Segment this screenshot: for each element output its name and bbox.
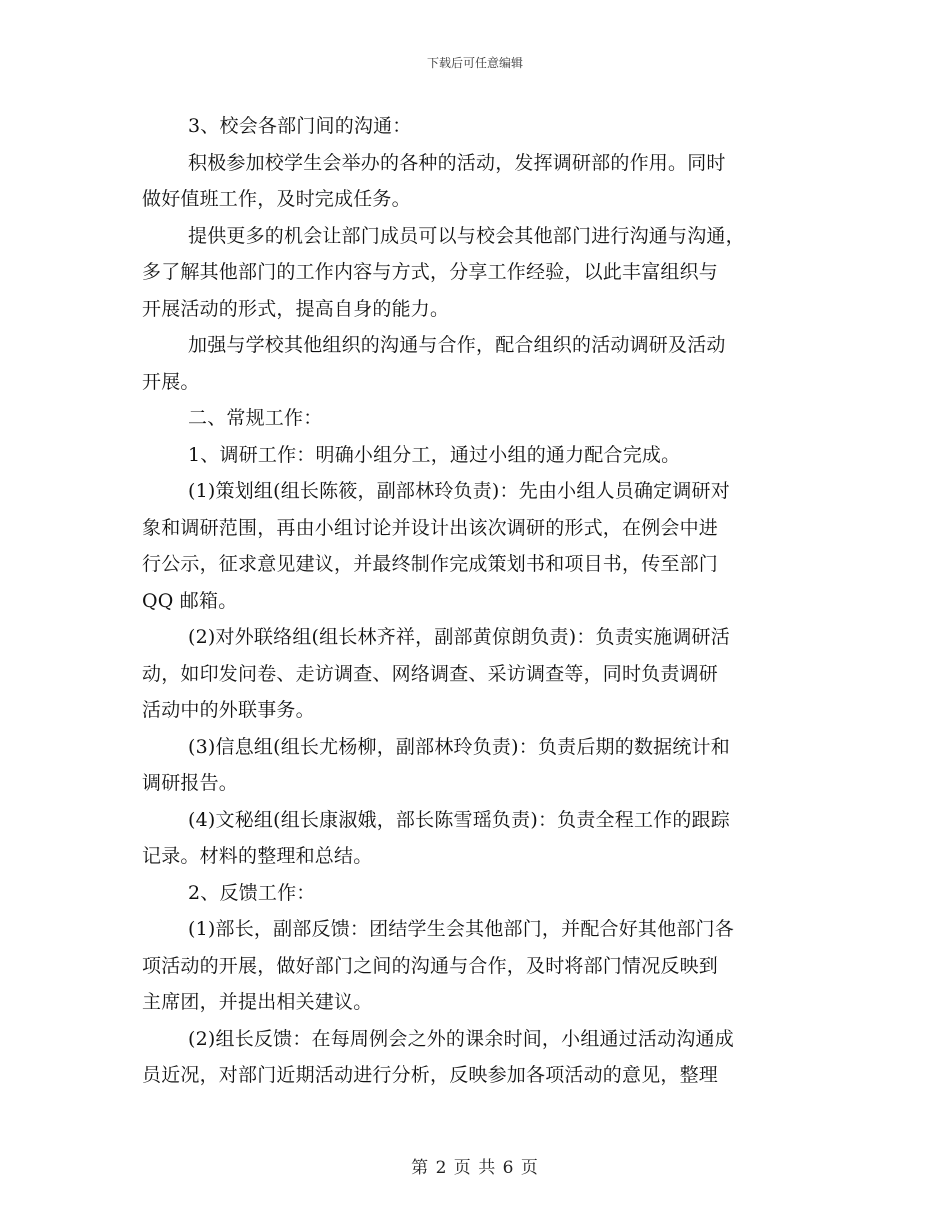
text-line: 2、反馈工作： <box>188 881 316 904</box>
text-line: 动，如印发问卷、走访调查、网络调查、采访调查等，同时负责调研 <box>142 662 719 685</box>
text-line: 活动中的外联事务。 <box>142 699 315 721</box>
text-line: (2)组长反馈：在每周例会之外的课余时间，小组通过活动沟通成 <box>188 1027 734 1050</box>
document-body <box>142 108 810 1094</box>
text-line: 记录。材料的整理和总结。 <box>142 845 373 867</box>
text-line: 3、校会各部门间的沟通： <box>188 115 412 137</box>
text-line: 员近况，对部门近期活动进行分析，反映参加各项活动的意见，整理 <box>142 1064 719 1086</box>
text-line: 象和调研范围，再由小组讨论并设计出该次调研的形式，在例会中进 <box>142 516 719 539</box>
text-line: 项活动的开展，做好部门之间的沟通与合作，及时将部门情况反映到 <box>142 954 719 977</box>
page-header: 下载后可任意编辑 <box>426 56 523 70</box>
text-line: (3)信息组(组长尤杨柳，副部林玲负责)：负责后期的数据统计和 <box>188 735 730 758</box>
text-line: (4)文秘组(组长康淑娥，部长陈雪瑶负责)：负责全程工作的跟踪 <box>188 808 730 831</box>
text-line: 多了解其他部门的工作内容与方式，分享工作经验，以此丰富组织与 <box>142 261 719 283</box>
text-line: 提供更多的机会让部门成员可以与校会其他部门进行沟通与沟通， <box>188 224 745 247</box>
text-line: (1)策划组(组长陈筱，副部林玲负责)：先由小组人员确定调研对 <box>188 480 730 502</box>
text-line: 行公示，征求意见建议，并最终制作完成策划书和项目书，传至部门 <box>142 553 719 575</box>
text-line: 1、调研工作：明确小组分工，通过小组的通力配合完成。 <box>188 443 681 466</box>
text-line: 开展。 <box>142 370 200 393</box>
text-line: 做好值班工作，及时完成任务。 <box>142 188 411 210</box>
text-line: 二、常规工作： <box>188 407 323 429</box>
page-footer: 第 2 页 共 6 页 <box>411 1158 539 1178</box>
text-line: 开展活动的形式，提高自身的能力。 <box>142 297 450 320</box>
text-line: 调研报告。 <box>142 772 239 794</box>
text-line: 积极参加校学生会举办的各种的活动，发挥调研部的作用。同时 <box>188 151 726 174</box>
text-line: (1)部长，副部反馈：团结学生会其他部门，并配合好其他部门各 <box>188 918 734 940</box>
text-line: QQ 邮箱。 <box>142 589 238 612</box>
text-line: 主席团，并提出相关建议。 <box>142 991 373 1013</box>
text-line: (2)对外联络组(组长林齐祥，副部黄倞朗负责)：负责实施调研活 <box>188 626 730 648</box>
text-line: 加强与学校其他组织的沟通与合作，配合组织的活动调研及活动 <box>188 334 726 356</box>
